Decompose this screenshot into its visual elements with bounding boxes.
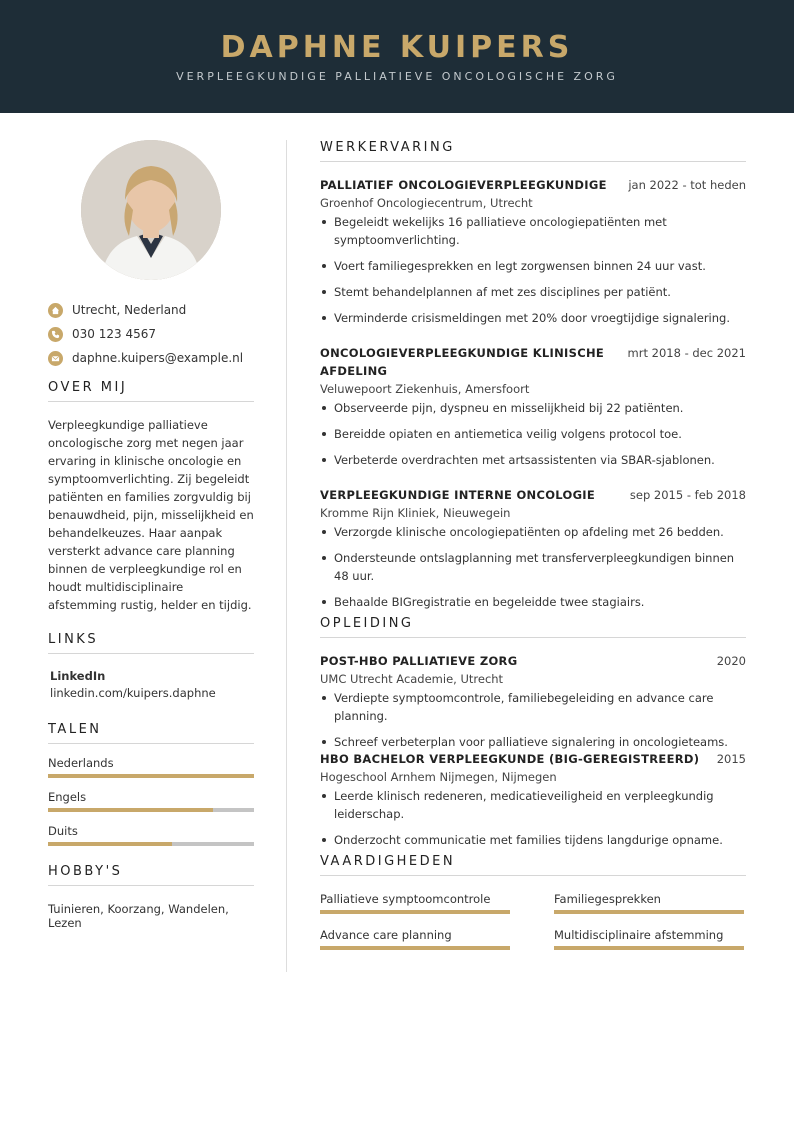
job-date: sep 2015 - feb 2018 [629,488,746,502]
job-bullet: Verzorgde klinische oncologiepatiënten op afdeling met 26 bedden. [320,523,746,541]
education-institution: UMC Utrecht Academie, Utrecht [320,672,504,686]
language-level-fill [48,774,254,778]
education-bullet: Schreef verbeterplan voor palliatieve signalering in oncologieteams. [320,733,746,751]
language-level-bar [48,842,254,846]
skill-item [320,928,510,950]
languages-heading: TALEN [48,722,254,744]
about-heading: OVER MIJ [48,380,254,402]
header [0,0,794,113]
language-name: Duits [48,824,78,838]
education-section [320,616,746,638]
skill-item [554,928,744,950]
skill-item [320,892,510,914]
experience-section [320,140,746,162]
job-title: PALLIATIEF ONCOLOGIEVERPLEEGKUNDIGE [320,178,607,192]
job-organization: Groenhof Oncologiecentrum, Utrecht [320,196,533,210]
location-text: Utrecht, Nederland [72,303,187,317]
languages-section [48,722,254,846]
language-item [48,824,254,846]
job-entry [320,176,746,327]
education-date: 2015 [716,752,746,766]
job-date: mrt 2018 - dec 2021 [627,346,746,360]
contact-email [48,346,254,370]
education-entry [320,652,746,751]
job-bullet: Stemt behandelplannen af met zes disciplines per patiënt. [320,283,746,301]
about-section [48,380,254,614]
skill-bar [554,910,744,914]
language-level-fill [48,842,172,846]
skills-grid [320,892,746,950]
language-level-bar [48,808,254,812]
column-divider [286,140,287,972]
job-bullet: Bereidde opiaten en antiemetica veilig volgens protocol toe. [320,425,746,443]
job-bullet: Ondersteunde ontslagplanning met transferverpleegkundigen binnen 48 uur. [320,549,746,585]
job-date: jan 2022 - tot heden [628,178,746,192]
skill-bar [320,946,510,950]
linkedin-label: LinkedIn [50,669,106,683]
skill-name: Multidisciplinaire afstemming [554,928,724,942]
hobbies-section [48,864,254,930]
skill-name: Advance care planning [320,928,452,942]
skills-heading: VAARDIGHEDEN [320,854,746,876]
hobbies-heading: HOBBY'S [48,864,254,886]
phone-text: 030 123 4567 [72,327,156,341]
job-bullet: Begeleidt wekelijks 16 palliatieve oncologiepatiënten met symptoomverlichting. [320,213,746,249]
candidate-title: VERPLEEGKUNDIGE PALLIATIEVE ONCOLOGISCHE ZORG [176,70,618,83]
home-icon [48,303,63,318]
language-item [48,756,254,778]
job-title: VERPLEEGKUNDIGE INTERNE ONCOLOGIE [320,488,596,502]
job-bullet: Observeerde pijn, dyspneu en misselijkheid bij 22 patiënten. [320,399,746,417]
education-institution: Hogeschool Arnhem Nijmegen, Nijmegen [320,770,557,784]
email-icon [48,351,63,366]
education-bullet: Leerde klinisch redeneren, medicatieveiligheid en verpleegkundig leiderschap. [320,787,746,823]
experience-heading: WERKERVARING [320,140,746,162]
language-name: Nederlands [48,756,114,770]
job-bullet: Behaalde BIGregistratie en begeleidde twee stagiairs. [320,593,746,611]
job-entry [320,344,746,469]
profile-photo [81,140,221,280]
skill-bar [554,946,744,950]
contact-info [48,298,254,370]
education-heading: OPLEIDING [320,616,746,638]
contact-phone [48,322,254,346]
job-bullet: Verminderde crisismeldingen met 20% door vroegtijdige signalering. [320,309,746,327]
skill-item [554,892,744,914]
candidate-name: DAPHNE KUIPERS [220,30,574,65]
education-title: HBO BACHELOR VERPLEEGKUNDE (BIG-GEREGISTREERD) [320,752,700,766]
job-entry [320,486,746,611]
language-level-fill [48,808,213,812]
language-item [48,790,254,812]
education-date: 2020 [716,654,746,668]
job-title: ONCOLOGIEVERPLEEGKUNDIGE KLINISCHE AFDELING [320,346,605,378]
education-title: POST-HBO PALLIATIEVE ZORG [320,654,518,668]
skill-name: Palliatieve symptoomcontrole [320,892,491,906]
skill-name: Familiegesprekken [554,892,661,906]
job-bullet: Voert familiegesprekken en legt zorgwensen binnen 24 uur vast. [320,257,746,275]
skill-bar [320,910,510,914]
education-entry [320,750,746,849]
education-bullet: Onderzocht communicatie met families tijdens langdurige opname. [320,831,746,849]
links-section [48,632,254,700]
email-text[interactable]: daphne.kuipers@example.nl [72,351,244,365]
phone-icon [48,327,63,342]
linkedin-url[interactable]: linkedin.com/kuipers.daphne [50,686,216,700]
contact-location [48,298,254,322]
job-organization: Veluwepoort Ziekenhuis, Amersfoort [320,382,530,396]
links-heading: LINKS [48,632,254,654]
job-organization: Kromme Rijn Kliniek, Nieuwegein [320,506,511,520]
language-level-bar [48,774,254,778]
job-bullet: Verbeterde overdrachten met artsassistenten via SBAR-sjablonen. [320,451,746,469]
skills-section [320,854,746,950]
about-text: Verpleegkundige palliatieve oncologische zorg met negen jaar ervaring in klinische oncologie en symptoomverlichting. Zij begeleidt patiënten en families zorgvuldig bij benauwdheid, pijn, misselijkheid en behandelkeuzes. Haar aanpak versterkt advance care planning binnen de verpleegkundige rol en houdt multidisciplinaire afstemming rustig, helder en tijdig. [48,418,254,612]
education-bullet: Verdiepte symptoomcontrole, familiebegeleiding en advance care planning. [320,689,746,725]
hobbies-text: Tuinieren, Koorzang, Wandelen, Lezen [48,902,229,930]
language-name: Engels [48,790,87,804]
